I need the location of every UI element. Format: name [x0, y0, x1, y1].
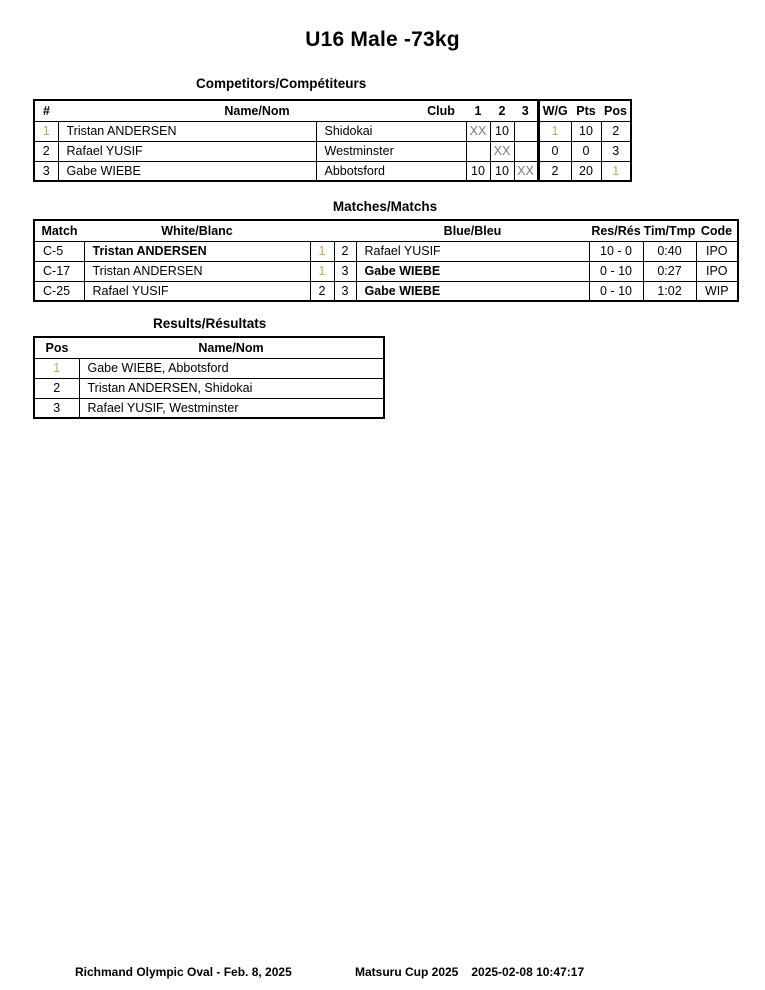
match-time-cell: 0:27 [643, 261, 696, 281]
result-pos-cell: 2 [34, 378, 79, 398]
results-header-row [34, 337, 384, 358]
competitor-r1-cell [466, 141, 490, 161]
competitor-wg-cell: 2 [538, 161, 571, 181]
footer-event-group [355, 965, 584, 979]
competitor-num-cell: 3 [34, 161, 58, 181]
result-name-cell: Tristan ANDERSEN, Shidokai [79, 378, 384, 398]
competitor-club-cell: Shidokai [316, 121, 466, 141]
matches-section-heading: Matches/Matchs [332, 199, 438, 214]
competitor-row [34, 141, 631, 161]
competitor-row [34, 161, 631, 181]
matches-col-res: Res/Rés [589, 220, 643, 241]
result-pos-cell: 1 [34, 358, 79, 378]
match-code-cell: IPO [696, 261, 738, 281]
match-row [34, 261, 738, 281]
match-blue-name: Gabe WIEBE [356, 261, 589, 281]
match-white-name: Tristan ANDERSEN [84, 241, 310, 261]
match-code-cell: IPO [696, 241, 738, 261]
match-id-cell: C-17 [34, 261, 84, 281]
competitor-club-cell: Abbotsford [316, 161, 466, 181]
competitor-r2-cell: 10 [490, 121, 514, 141]
match-time-cell: 0:40 [643, 241, 696, 261]
matches-col-blue-num [334, 220, 356, 241]
match-blue-num-cell: 3 [334, 281, 356, 301]
competitors-col-num: # [34, 100, 58, 121]
match-white-name: Tristan ANDERSEN [84, 261, 310, 281]
competitor-club-cell: Westminster [316, 141, 466, 161]
competitor-num-cell: 2 [34, 141, 58, 161]
competitor-name-cell: Rafael YUSIF [58, 141, 316, 161]
footer-timestamp: 2025-02-08 10:47:17 [471, 965, 585, 979]
competitor-pos-cell: 1 [601, 161, 631, 181]
match-id-cell: C-25 [34, 281, 84, 301]
match-result-cell: 0 - 10 [589, 261, 643, 281]
competitors-table [33, 99, 632, 182]
match-row [34, 241, 738, 261]
competitors-col-club: Club [316, 100, 466, 121]
competitor-pts-cell: 0 [571, 141, 601, 161]
competitor-wg-cell: 1 [538, 121, 571, 141]
competitor-name-cell: Gabe WIEBE [58, 161, 316, 181]
match-blue-name: Gabe WIEBE [356, 281, 589, 301]
result-name-cell: Gabe WIEBE, Abbotsford [79, 358, 384, 378]
competitor-r3-cell [514, 121, 538, 141]
match-time-cell: 1:02 [643, 281, 696, 301]
matches-col-time: Tim/Tmp [643, 220, 696, 241]
results-col-name: Name/Nom [79, 337, 384, 358]
competitor-pos-cell: 3 [601, 141, 631, 161]
matches-table [33, 219, 739, 302]
match-result-cell: 10 - 0 [589, 241, 643, 261]
match-code-cell: WIP [696, 281, 738, 301]
match-white-num-cell: 1 [310, 261, 334, 281]
competitor-name-cell: Tristan ANDERSEN [58, 121, 316, 141]
match-white-num-cell: 1 [310, 241, 334, 261]
results-section-heading: Results/Résultats [153, 316, 267, 331]
match-blue-num-cell: 3 [334, 261, 356, 281]
competitor-pos-cell: 2 [601, 121, 631, 141]
competitors-col-name: Name/Nom [58, 100, 316, 121]
competitor-pts-cell: 20 [571, 161, 601, 181]
match-result-cell: 0 - 10 [589, 281, 643, 301]
matches-header-row [34, 220, 738, 241]
competitor-r2-cell: 10 [490, 161, 514, 181]
result-name-cell: Rafael YUSIF, Westminster [79, 398, 384, 418]
match-white-num-cell: 2 [310, 281, 334, 301]
footer-event: Matsuru Cup 2025 [355, 965, 459, 979]
matches-col-code: Code [696, 220, 738, 241]
competitors-section-heading: Competitors/Compétiteurs [196, 76, 367, 91]
competitor-r1-cell: 10 [466, 161, 490, 181]
result-row [34, 358, 384, 378]
match-row [34, 281, 738, 301]
match-white-name: Rafael YUSIF [84, 281, 310, 301]
competitors-col-pts: Pts [571, 100, 601, 121]
competitors-col-pos: Pos [601, 100, 631, 121]
competitor-r2-cell: XX [490, 141, 514, 161]
footer-venue: Richmand Olympic Oval - Feb. 8, 2025 [75, 965, 292, 979]
matches-col-match: Match [34, 220, 84, 241]
competitors-col-r2: 2 [490, 100, 514, 121]
competitor-num-cell: 1 [34, 121, 58, 141]
page-title: U16 Male -73kg [305, 28, 460, 51]
competitors-col-r3: 3 [514, 100, 538, 121]
competitor-r1-cell: XX [466, 121, 490, 141]
results-col-pos: Pos [34, 337, 79, 358]
competitors-col-wg: W/G [538, 100, 571, 121]
competitors-header-row [34, 100, 631, 121]
match-blue-num-cell: 2 [334, 241, 356, 261]
result-row [34, 398, 384, 418]
matches-col-white: White/Blanc [84, 220, 310, 241]
result-row [34, 378, 384, 398]
match-id-cell: C-5 [34, 241, 84, 261]
competitor-row [34, 121, 631, 141]
competitor-wg-cell: 0 [538, 141, 571, 161]
results-table [33, 336, 385, 419]
matches-col-blue: Blue/Bleu [356, 220, 589, 241]
competitor-r3-cell: XX [514, 161, 538, 181]
result-pos-cell: 3 [34, 398, 79, 418]
competitors-col-r1: 1 [466, 100, 490, 121]
matches-col-white-num [310, 220, 334, 241]
competitor-r3-cell [514, 141, 538, 161]
competitor-pts-cell: 10 [571, 121, 601, 141]
match-blue-name: Rafael YUSIF [356, 241, 589, 261]
